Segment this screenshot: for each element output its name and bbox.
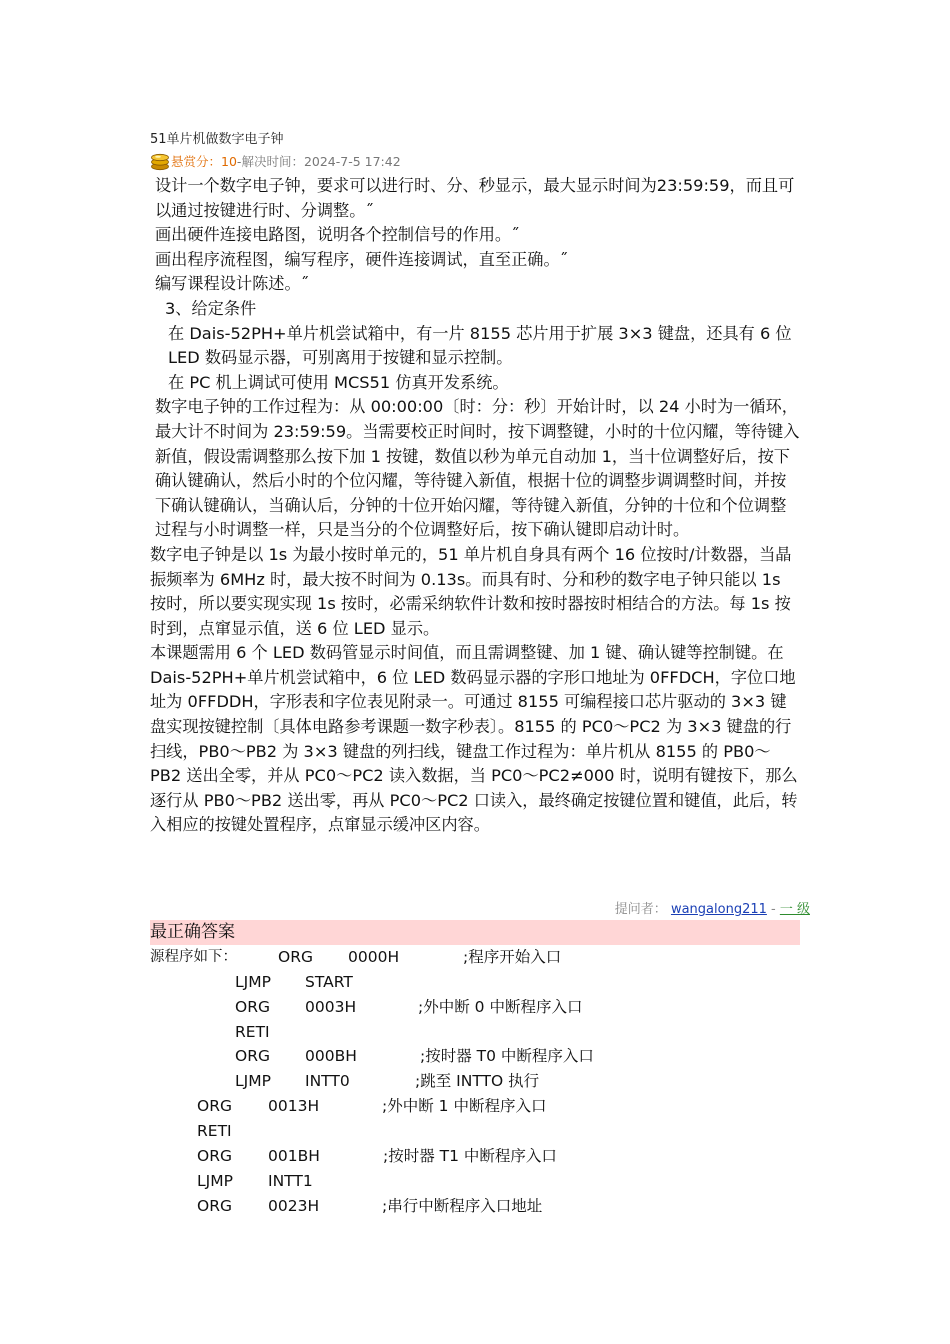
- paragraph: 本课题需用 6 个 LED 数码管显示时间值，而且需调整键、加 1 键、确认键等控制键。在 Dais-52PH+单片机尝试箱中，6 位 LED 数码显示器的字形口地址为 0FFDCH，字位口地址为 0FFDDH，字形表和字位表见附录一。可通过 8155 可编程接口芯片驱动的 3×3 键盘实现按键控制〔具体电路参考课题一数字秒表〕。8155 的 PC0～PC2 为 3×3 键盘的行扫线，PB0～PB2 为 3×3 键盘的列扫线，键盘工作过程为：单片机从 8155 的 PB0～PB2 送出全零，并从 PC0～PC2 读入数据，当 PC0～PC2≠000 时，说明有键按下，那么逐行从 PB0～PB2 送出零，再从 PC0～PC2 口读入，最终确定按键位置和键值，此后，转入相应的按键处置程序，点窜显示缓冲区内容。: [150, 643, 798, 835]
- best-answer-heading: 最正确答案: [150, 920, 800, 945]
- code-opcode: RETI: [197, 1121, 232, 1140]
- code-operand: 0003H: [305, 997, 357, 1016]
- code-comment: ;串行中断程序入口地址: [382, 1196, 543, 1215]
- code-comment: ;外中断 0 中断程序入口: [418, 997, 583, 1016]
- question-body: [150, 174, 800, 838]
- code-opcode: ORG: [235, 1047, 270, 1066]
- paragraph: 数字电子钟的工作过程为：从 00:00:00〔时：分：秒〕开始计时，以 24 小时为一循环，最大计不时间为 23:59:59。当需要校正时间时，按下调整键，小时的十位闪耀，等待键入新值，假设需调整那么按下加 1 按键，数值以秒为单元自动加 1，当十位调整好后，按下确认键确认，然后小时的个位闪耀，等待键入新值，根据十位的调整步调调整时间，并按下确认键确认，当确认后，分钟的十位开始闪耀，等待键入新值，分钟的十位和个位调整过程与小时调整一样，只是当分的个位调整好后，按下确认键即启动计时。: [155, 397, 800, 540]
- code-opcode: ORG: [235, 997, 270, 1016]
- meta-separator: -: [236, 153, 242, 169]
- code-opcode: ORG: [278, 948, 313, 966]
- code-operand: 0013H: [268, 1097, 320, 1116]
- section-heading: 3、给定条件: [165, 298, 257, 318]
- code-comment: ;按时器 T0 中断程序入口: [420, 1047, 594, 1066]
- asker-label: 提问者：: [614, 902, 667, 917]
- reward-label: 悬赏分：: [171, 154, 222, 169]
- code-opcode: LJMP: [197, 1171, 233, 1190]
- code-operand: INTT1: [268, 1171, 313, 1190]
- asker-level-link[interactable]: 一 级: [779, 902, 810, 917]
- code-operand: START: [305, 972, 353, 991]
- paragraph: 在 PC 机上调试可使用 MCS51 仿真开发系统。: [168, 372, 509, 392]
- paragraph: 编写课程设计陈述。˝: [155, 274, 309, 294]
- paragraph: 在 Dais-52PH+单片机尝试箱中，有一片 8155 芯片用于扩展 3×3 键盘，还具有 6 位 LED 数码显示器，可别离用于按键和显示控制。: [168, 323, 792, 368]
- reward-value: 10: [221, 153, 237, 169]
- paragraph: 画出程序流程图，编写程序，硬件连接调试，直至正确。˝: [155, 249, 568, 269]
- code-prefix: 源程序如下：: [150, 949, 237, 965]
- code-operand: 0023H: [268, 1196, 320, 1215]
- code-comment: ;程序开始入口: [463, 948, 562, 966]
- code-opcode: LJMP: [235, 972, 271, 991]
- resolved-time: 解决时间：2024-7-5 17:42: [241, 154, 401, 169]
- code-opcode: ORG: [197, 1146, 232, 1165]
- code-operand: 001BH: [268, 1146, 320, 1165]
- coins-icon: [150, 151, 170, 171]
- paragraph: 画出硬件连接电路图，说明各个控制信号的作用。˝: [155, 225, 520, 245]
- question-meta: [150, 150, 401, 172]
- code-comment: ;按时器 T1 中断程序入口: [383, 1146, 557, 1165]
- code-opcode: ORG: [197, 1097, 232, 1116]
- asker-separator: -: [771, 902, 780, 917]
- asker-username-link[interactable]: wangalong211: [670, 902, 767, 917]
- code-operand: INTT0: [305, 1072, 350, 1091]
- code-comment: ;外中断 1 中断程序入口: [382, 1097, 547, 1116]
- code-opcode: RETI: [235, 1022, 270, 1041]
- paragraph: 设计一个数字电子钟，要求可以进行时、分、秒显示，最大显示时间为23:59:59，而且可以通过按键进行时、分调整。˝: [155, 176, 795, 220]
- code-operand: 0000H: [348, 948, 400, 966]
- question-title: 51单片机做数字电子钟: [150, 132, 284, 147]
- code-comment: ;跳至 INTTO 执行: [415, 1072, 540, 1091]
- asker-info: [615, 898, 810, 917]
- code-opcode: ORG: [197, 1196, 232, 1215]
- code-operand: 000BH: [305, 1047, 357, 1066]
- paragraph: 数字电子钟是以 1s 为最小按时单元的，51 单片机自身具有两个 16 位按时/计数器，当晶振频率为 6MHz 时，最大按不时间为 0.13s。而具有时、分和秒的数字电子钟只能以 1s 按时，所以要实现实现 1s 按时，必需采纳软件计数和按时器按时相结合的方法。每 1s 按时到，点窜显示值，送 6 位 LED 显示。: [150, 544, 792, 638]
- code-opcode: LJMP: [235, 1072, 271, 1091]
